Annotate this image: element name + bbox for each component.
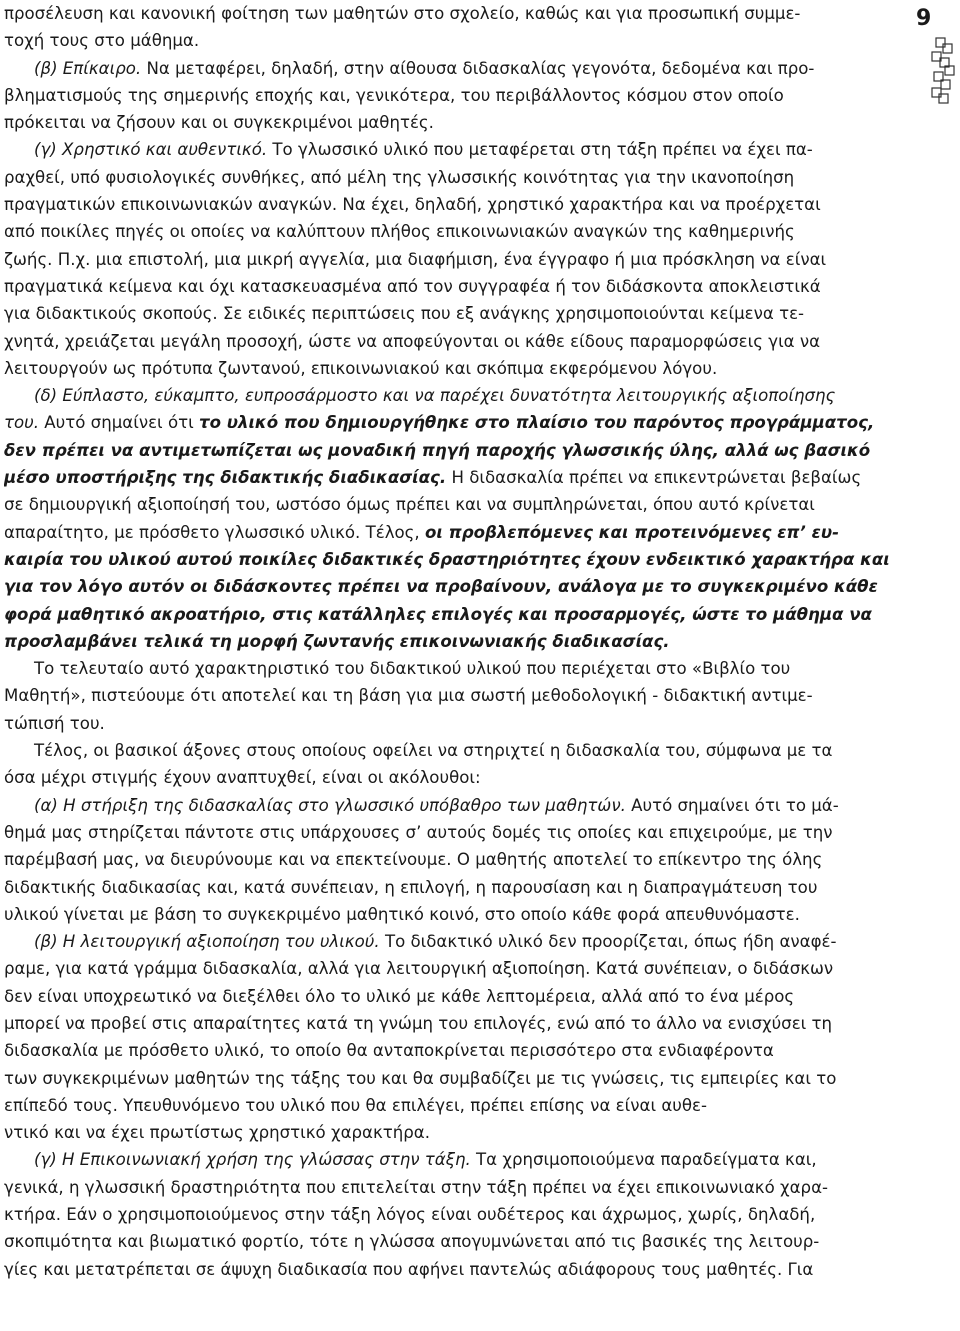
text-segment: βληματισμούς της σημερινής εποχής και, γενικότερα, του περιβάλλοντος κόσμου στον οποίο (4, 85, 784, 105)
text-segment: θημά μας στηρίζεται πάντοτε στις υπάρχουσες σ’ αυτούς δομές τις οποίες και επιχειρούμε, με την (4, 822, 833, 842)
text-segment: μπορεί να προβεί στις απαραίτητες κατά τη γνώμη του επιλογές, ενώ από το άλλο να ενισχύσει τη (4, 1013, 833, 1033)
text-line (4, 273, 894, 300)
text-segment: το υλικό που δημιουργήθηκε στο πλαίσιο του παρόντος προγράμματος, (198, 413, 875, 433)
text-line (4, 491, 894, 518)
text-line (4, 655, 894, 682)
text-segment: (δ) Εύπλαστο, εύκαμπτο, ευπροσάρμοστο και να παρέχει δυνατότητα λειτουργικής αξιοποίησης (34, 386, 836, 406)
text-segment: σε δημιουργική αξιοποίησή του, ωστόσο όμως πρέπει και να συμπληρώνεται, όπου αυτό κρίνεται (4, 495, 815, 515)
text-segment: διδασκαλία με πρόσθετο υλικό, το οποίο θα ανταποκρίνεται περισσότερο στα ενδιαφέροντα (4, 1041, 774, 1061)
text-segment: για διδακτικούς σκοπούς. Σε ειδικές περιπτώσεις που εξ ανάγκης χρησιμοποιούνται κείμενα τε- (4, 304, 805, 324)
text-segment: προσέλευση και κανονική φοίτηση των μαθητών στο σχολείο, καθώς και για προσωπική συμμε- (4, 4, 801, 23)
text-line (4, 819, 894, 846)
text-segment: ντικό και να έχει πρωτίστως χρηστικό χαρακτήρα. (4, 1123, 431, 1143)
text-line (4, 901, 894, 928)
text-line (4, 246, 894, 273)
text-segment: ραμε, για κατά γράμμα διδασκαλία, αλλά για λειτουργική αξιοποίηση. Κατά συνέπειαν, ο διδάσκων (4, 959, 834, 979)
text-segment: Αυτό σημαίνει ότι (39, 413, 199, 433)
text-segment: (γ) Χρηστικό και αυθεντικό. (34, 140, 268, 160)
text-segment: Να μεταφέρει, δηλαδή, στην αίθουσα διδασκαλίας γεγονότα, δεδομένα και προ- (141, 58, 815, 78)
text-segment: Το τελευταίο αυτό χαρακτηριστικό του διδακτικού υλικού που περιέχεται στο «Βιβλίο του (34, 659, 791, 679)
text-segment: δεν πρέπει να αντιμετωπίζεται ως μοναδική πηγή παροχής γλωσσικής ύλης, αλλά ως βασικό (4, 440, 871, 460)
text-segment: χνητά, χρειάζεται μεγάλη προσοχή, ώστε να αποφεύγονται οι κάθε είδους παραμορφώσεις για να (4, 331, 821, 351)
text-segment: Μαθητή», πιστεύουμε ότι αποτελεί και τη βάση για μια σωστή μεθοδολογική - διδακτική αντιμε- (4, 686, 813, 706)
text-segment: Το διδακτικό υλικό δεν προορίζεται, όπως ήδη αναφέ- (379, 932, 837, 952)
text-segment: σκοπιμότητα και βιωματικό φορτίο, τότε η γλώσσα απογυμνώνεται από τις βασικές της λειτουρ- (4, 1232, 820, 1252)
text-line (4, 737, 894, 764)
text-segment: πραγματικών επικοινωνιακών αναγκών. Να έχει, δηλαδή, χρηστικό χαρακτήρα και να προέρχεται (4, 195, 821, 215)
text-segment: ζωής. Π.χ. μια επιστολή, μια μικρή αγγελία, μια διαφήμιση, ένα έγγραφο ή μια πρόσκληση να είναι (4, 249, 827, 269)
text-segment: δεν είναι υποχρεωτικό να διεξέλθει όλο το υλικό με κάθε λεπτομέρεια, αλλά από το ένα μέρος (4, 986, 795, 1006)
text-line (4, 409, 894, 436)
text-line (4, 82, 894, 109)
body-text (4, 0, 894, 1283)
text-line (4, 355, 894, 382)
text-segment: επίπεδό τους. Υπευθυνόμενο του υλικό που θα επιλέγει, πρέπει επίσης να είναι αυθε- (4, 1095, 707, 1115)
text-segment: Η διδασκαλία πρέπει να επικεντρώνεται βεβαίως (446, 468, 862, 488)
text-line (4, 710, 894, 737)
text-line (4, 519, 894, 546)
text-segment: διδακτικής διαδικασίας και, κατά συνέπειαν, η επιλογή, η παρουσίαση και η διαπραγμάτευση του (4, 877, 818, 897)
text-line (4, 464, 894, 491)
text-segment: απαραίτητο, με πρόσθετο γλωσσικό υλικό. Τέλος, (4, 522, 425, 542)
text-line (4, 874, 894, 901)
text-segment: (γ) Η Επικοινωνιακή χρήση της γλώσσας στην τάξη. (34, 1150, 471, 1170)
text-line (4, 27, 894, 54)
text-segment: μέσο υποστήριξης της διδακτικής διαδικασίας. (4, 468, 447, 488)
text-segment: κτήρα. Εάν ο χρησιμοποιούμενος στην τάξη λόγος είναι ουδέτερος και άχρωμος, χωρίς, δηλαδή, (4, 1205, 816, 1225)
text-line (4, 218, 894, 245)
text-segment: γίες και μετατρέπεται σε άψυχη διαδικασία που αφήνει παντελώς αδιάφορους τους μαθητές. Για (4, 1259, 814, 1279)
text-segment: (β) Η λειτουργική αξιοποίηση του υλικού. (34, 932, 380, 952)
text-line (4, 1092, 894, 1119)
text-line (4, 1010, 894, 1037)
text-line (4, 1146, 894, 1173)
text-segment: λειτουργούν ως πρότυπα ζωντανού, επικοινωνιακού και σκόπιμα εκφερόμενου λόγου. (4, 358, 718, 378)
text-segment: Τα χρησιμοποιούμενα παραδείγματα και, (470, 1150, 817, 1170)
text-segment: Το γλωσσικό υλικό που μεταφέρεται στη τάξη πρέπει να έχει πα- (267, 140, 813, 160)
text-segment: όσα μέχρι στιγμής έχουν αναπτυχθεί, είναι οι ακόλουθοι: (4, 768, 481, 788)
text-line (4, 846, 894, 873)
text-line (4, 55, 894, 82)
text-line (4, 1037, 894, 1064)
decorative-squares-icon (930, 36, 956, 106)
text-segment: οι προβλεπόμενες και προτεινόμενες επ’ ευ- (424, 522, 839, 542)
text-line (4, 1065, 894, 1092)
text-line (4, 682, 894, 709)
text-segment: πραγματικά κείμενα και όχι κατασκευασμένα από τον συγγραφέα ή τον διδάσκοντα αποκλειστικά (4, 276, 821, 296)
text-line (4, 1228, 894, 1255)
text-line (4, 0, 894, 27)
text-line (4, 928, 894, 955)
text-line (4, 328, 894, 355)
text-line (4, 573, 894, 600)
text-line (4, 109, 894, 136)
text-line (4, 1256, 894, 1283)
text-line (4, 792, 894, 819)
text-line (4, 1174, 894, 1201)
page-number: 9 (916, 6, 932, 31)
text-line (4, 628, 894, 655)
text-line (4, 136, 894, 163)
text-line (4, 382, 894, 409)
text-line (4, 191, 894, 218)
text-segment: Αυτό σημαίνει ότι το μά- (625, 795, 839, 815)
text-line (4, 164, 894, 191)
text-line (4, 764, 894, 791)
text-segment: για τον λόγο αυτόν οι διδάσκοντες πρέπει να προβαίνουν, ανάλογα με το συγκεκριμένο κάθε (4, 577, 878, 597)
text-segment: (β) Επίκαιρο. (34, 58, 142, 78)
text-segment: των συγκεκριμένων μαθητών της τάξης του και θα συμβαδίζει με τις γνώσεις, τις εμπειρίες και το (4, 1068, 837, 1088)
text-segment: από ποικίλες πηγές οι οποίες να καλύπτουν πλήθος επικοινωνιακών αναγκών της καθημερινής (4, 222, 795, 242)
text-segment: παρέμβασή μας, να διευρύνουμε και να επεκτείνουμε. Ο μαθητής αποτελεί το επίκεντρο της όλης (4, 850, 823, 870)
text-segment: ραχθεί, υπό φυσιολογικές συνθήκες, από μέλη της γλωσσικής κοινότητας για την ικανοποίηση (4, 167, 795, 187)
text-segment: τώπισή του. (4, 713, 105, 733)
text-segment: Τέλος, οι βασικοί άξονες στους οποίους οφείλει να στηριχτεί η διδασκαλία του, σύμφωνα με τα (34, 741, 833, 761)
text-line (4, 1119, 894, 1146)
text-line (4, 437, 894, 464)
text-line (4, 300, 894, 327)
text-segment: υλικού γίνεται με βάση το συγκεκριμένο μαθητικό κοινό, στο οποίο κάθε φορά απευθυνόμαστε. (4, 904, 800, 924)
text-line (4, 955, 894, 982)
text-segment: (α) Η στήριξη της διδασκαλίας στο γλωσσικό υπόβαθρο των μαθητών. (34, 795, 626, 815)
text-segment: του. (4, 413, 40, 433)
text-segment: φορά μαθητικό ακροατήριο, στις κατάλληλες επιλογές και προσαρμογές, ώστε το μάθημα να (4, 604, 872, 624)
text-line (4, 601, 894, 628)
text-segment: πρόκειται να ζήσουν και οι συγκεκριμένοι μαθητές. (4, 113, 434, 133)
text-segment: καιρία του υλικού αυτού ποικίλες διδακτικές δραστηριότητες έχουν ενδεικτικό χαρακτήρα και (4, 549, 890, 569)
text-segment: γενικά, η γλωσσική δραστηριότητα που επιτελείται στην τάξη πρέπει να έχει επικοινωνιακό χαρα- (4, 1177, 828, 1197)
text-segment: τοχή τους στο μάθημα. (4, 31, 200, 51)
text-segment: προσλαμβάνει τελικά τη μορφή ζωντανής επικοινωνιακής διαδικασίας. (4, 631, 670, 651)
text-line (4, 1201, 894, 1228)
text-line (4, 983, 894, 1010)
text-line (4, 546, 894, 573)
